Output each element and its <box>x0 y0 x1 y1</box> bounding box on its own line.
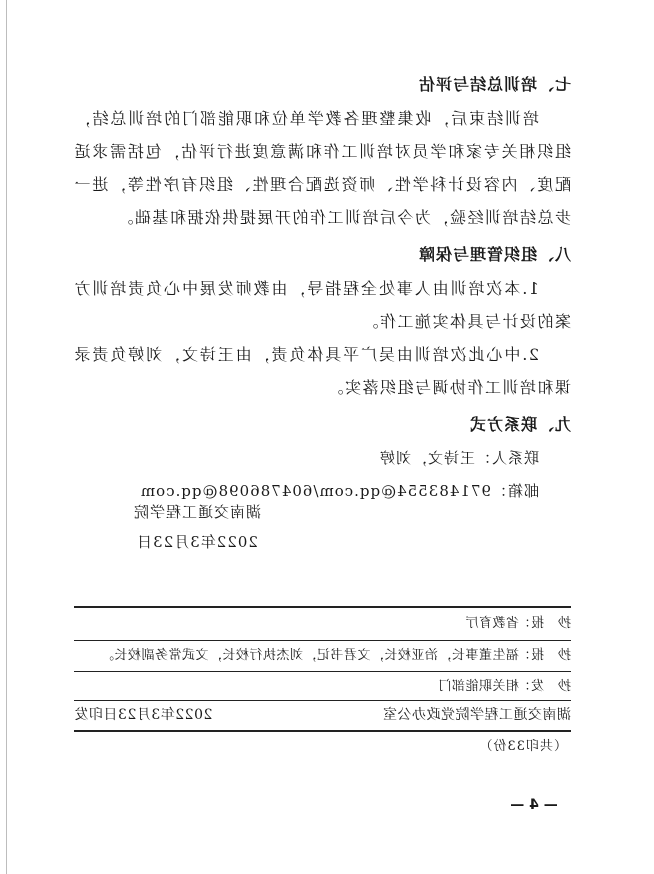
rule-bottom <box>74 730 571 732</box>
issuer-date: 2022年3月23日印发 <box>74 707 213 723</box>
document-body <box>73 64 571 508</box>
signature-block <box>117 497 277 557</box>
page-edge-line <box>6 0 7 874</box>
management-paragraph-2: 2.中心此次培训由吴广平具体负责，由王诗文，刘婷负责录课和培训工作协调与组织落实。 <box>73 345 571 397</box>
issuer-row <box>74 705 571 725</box>
management-paragraph-1: 1.本次培训由人事处全程指导，由教师发展中心负责培训方案的设计与具体实施工作。 <box>73 279 571 331</box>
distribution-report-text: 省教育厅 <box>464 616 519 631</box>
signature-org: 湖南交通工程学院 <box>133 503 262 521</box>
copies-count: （共印33份） <box>478 739 567 754</box>
rule-2 <box>74 640 571 641</box>
distribution-report-row <box>74 614 571 634</box>
contact-email: 邮箱：971483554@qq.com/604786098@qq.com <box>139 482 539 500</box>
distribution-copy-label: 抄 报： <box>516 648 571 663</box>
rule-4 <box>74 700 571 701</box>
signature-date: 2022年3月23日 <box>136 533 258 551</box>
distribution-send-row <box>74 677 571 697</box>
rule-top <box>74 606 571 608</box>
section-heading-summary: 七、培训总结与评估 <box>417 75 571 94</box>
distribution-send-text: 相关职能部门 <box>437 679 519 694</box>
distribution-send-label: 抄 发： <box>516 679 571 694</box>
contact-person: 联系人：王诗文，刘婷 <box>378 449 539 467</box>
distribution-report-label: 抄 报： <box>516 616 571 631</box>
section-heading-management: 八、组织管理与保障 <box>417 245 571 264</box>
issuer-office: 湖南交通工程学院党政办公室 <box>382 707 571 723</box>
rule-3 <box>74 671 571 672</box>
section-heading-contact: 九、联系方式 <box>468 415 571 434</box>
distribution-copy-text: 福生董事长，治亚校长，文君书记，刘杰执行校长，文武常务副校长。 <box>100 648 519 663</box>
distribution-copy-row <box>74 646 571 666</box>
summary-paragraph: 培训结束后，收集整理各教学单位和职能部门的培训总结，组织相关专家和学员对培训工作和满意度进行评估，包括需求适配度、内容设计科学性、师资选配合理性、组织有序性等，进一步总结培训经验，为今后培训工作的开展提供依据和基础。 <box>73 109 571 227</box>
page-number: — 4 — <box>510 797 558 813</box>
